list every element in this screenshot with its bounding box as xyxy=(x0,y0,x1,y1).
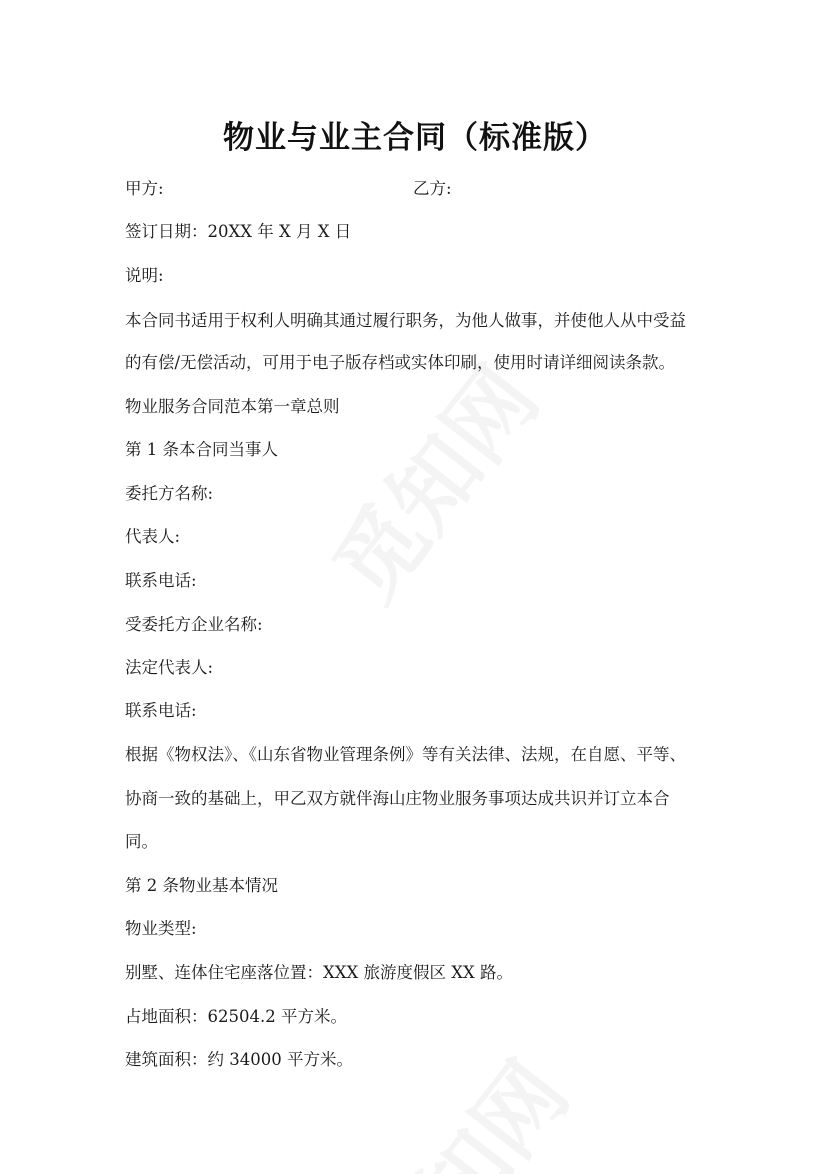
article-heading: 第 1 条本合同当事人 xyxy=(125,440,278,459)
legal-representative-field: 法定代表人: xyxy=(125,658,214,677)
watermark xyxy=(300,337,562,623)
basis-paragraph-line: 根据《物权法》、《山东省物业管理条例》等有关法律、法规，在自愿、平等、 xyxy=(125,745,686,764)
phone-field: 联系电话: xyxy=(125,701,197,720)
phone-field: 联系电话: xyxy=(125,571,197,590)
article-heading: 第 2 条物业基本情况 xyxy=(125,876,278,895)
chapter-heading: 物业服务合同范本第一章总则 xyxy=(125,397,340,416)
location-field: 别墅、连体住宅座落位置：XXX 旅游度假区 XX 路。 xyxy=(125,963,513,982)
land-area-field: 占地面积：62504.2 平方米。 xyxy=(125,1007,347,1026)
party-a-label: 甲方: xyxy=(125,179,164,198)
note-heading: 说明: xyxy=(125,266,164,285)
contractor-name-field: 受委托方企业名称: xyxy=(125,615,263,634)
document-title: 物业与业主合同（标准版） xyxy=(223,120,607,156)
sign-date: 签订日期：20XX 年 X 月 X 日 xyxy=(125,222,352,241)
party-b-label: 乙方: xyxy=(413,179,452,198)
client-name-field: 委托方名称: xyxy=(125,484,214,503)
building-area-field: 建筑面积：约 34000 平方米。 xyxy=(125,1050,353,1069)
watermark xyxy=(330,1032,592,1174)
property-type-field: 物业类型: xyxy=(125,919,197,938)
note-paragraph-line: 的有偿/无偿活动，可用于电子版存档或实体印刷，使用时请详细阅读条款。 xyxy=(125,353,676,372)
representative-field: 代表人: xyxy=(125,527,181,546)
note-paragraph-line: 本合同书适用于权利人明确其通过履行职务，为他人做事，并使他人从中受益 xyxy=(125,311,686,330)
basis-paragraph-line: 协商一致的基础上，甲乙双方就伴海山庄物业服务事项达成共识并订立本合 xyxy=(125,789,670,808)
basis-paragraph-line: 同。 xyxy=(125,832,158,851)
